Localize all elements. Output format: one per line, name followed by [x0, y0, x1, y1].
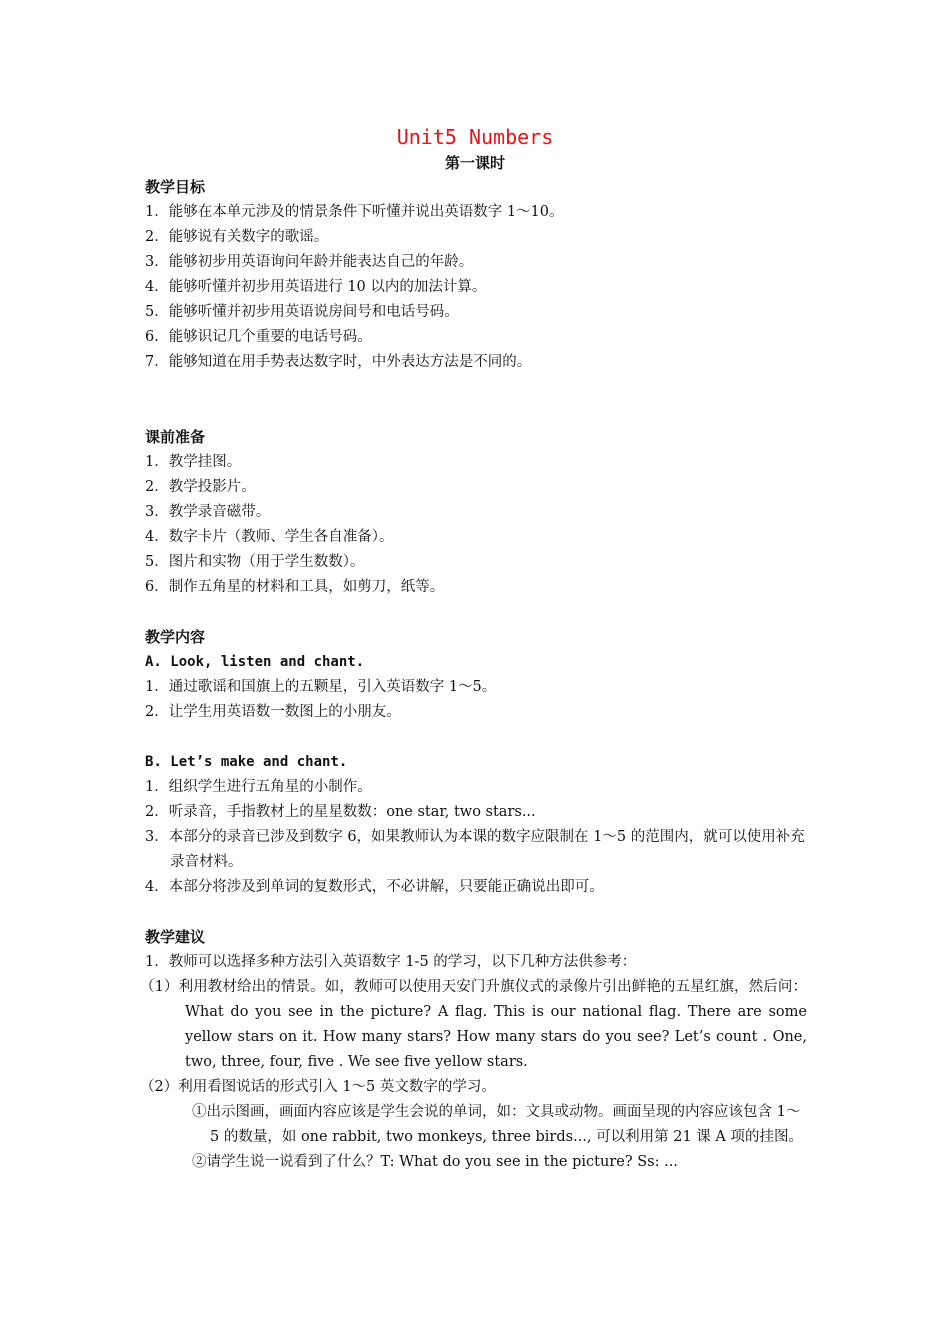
prep-item: 3．教学录音磁带。: [145, 504, 271, 520]
goal-item: 5．能够听懂并初步用英语说房间号和电话号码。: [145, 304, 459, 320]
prep-item: 1．教学挂图。: [145, 454, 242, 470]
section-b-item: 4．本部分将涉及到单词的复数形式，不必讲解，只要能正确说出即可。: [145, 879, 604, 895]
advice-subitem: （1）利用教材给出的情景。如，教师可以使用天安门升旗仪式的录像片引出鲜艳的五星红旗，然后问：What do you see in the picture? A flag. This is our national flag. There are some yellow stars on it. How many stars? How many stars do you see? Let’s count . One, two, three, four, five . We see five yellow stars.: [140, 979, 807, 1070]
section-a-item: 1．通过歌谣和国旗上的五颗星，引入英语数字 1～5。: [145, 679, 497, 695]
goal-item: 7．能够知道在用手势表达数字时，中外表达方法是不同的。: [145, 354, 532, 370]
document-body: [140, 175, 807, 1175]
prep-heading: 课前准备: [145, 428, 206, 446]
content-heading: 教学内容: [145, 628, 206, 646]
section-b-item: 2．听录音，手指教材上的星星数数：one star, two stars...: [145, 804, 536, 820]
advice-item: 1．教师可以选择多种方法引入英语数字 1-5 的学习，以下几种方法供参考：: [145, 954, 637, 970]
prep-item: 2．教学投影片。: [145, 479, 256, 495]
document-title: Unit5 Numbers: [396, 125, 554, 149]
section-b-title: B. Let’s make and chant.: [145, 754, 348, 770]
section-b-item: 3．本部分的录音已涉及到数字 6，如果教师认为本课的数字应限制在 1～5 的范围内，就可以使用补充录音材料。: [145, 829, 805, 870]
goal-item: 3．能够初步用英语询问年龄并能表达自己的年龄。: [145, 254, 474, 270]
advice-step: ①出示图画，画面内容应该是学生会说的单词，如：文具或动物。画面呈现的内容应该包含 1～5 的数量，如 one rabbit, two monkeys, three birds..., 可以利用第 21 课 A 项的挂图。: [192, 1104, 803, 1145]
advice-heading: 教学建议: [145, 928, 206, 946]
prep-item: 5．图片和实物（用于学生数数）。: [145, 554, 365, 570]
goal-item: 6．能够识记几个重要的电话号码。: [145, 329, 372, 345]
advice-step: ②请学生说一说看到了什么？T: What do you see in the picture? Ss: ...: [192, 1154, 678, 1170]
advice-subitem: （2）利用看图说话的形式引入 1～5 英文数字的学习。: [140, 1079, 496, 1095]
goals-heading: 教学目标: [145, 178, 206, 196]
section-a-item: 2．让学生用英语数一数图上的小朋友。: [145, 704, 401, 720]
section-b-item: 1．组织学生进行五角星的小制作。: [145, 779, 372, 795]
section-a-title: A. Look, listen and chant.: [145, 654, 365, 670]
prep-item: 6．制作五角星的材料和工具，如剪刀，纸等。: [145, 579, 445, 595]
goal-item: 2．能够说有关数字的歌谣。: [145, 229, 329, 245]
goal-item: 1．能够在本单元涉及的情景条件下听懂并说出英语数字 1～10。: [145, 204, 564, 220]
goal-item: 4．能够听懂并初步用英语进行 10 以内的加法计算。: [145, 279, 487, 295]
prep-item: 4．数字卡片（教师、学生各自准备）。: [145, 529, 394, 545]
lesson-subtitle: 第一课时: [444, 154, 505, 172]
